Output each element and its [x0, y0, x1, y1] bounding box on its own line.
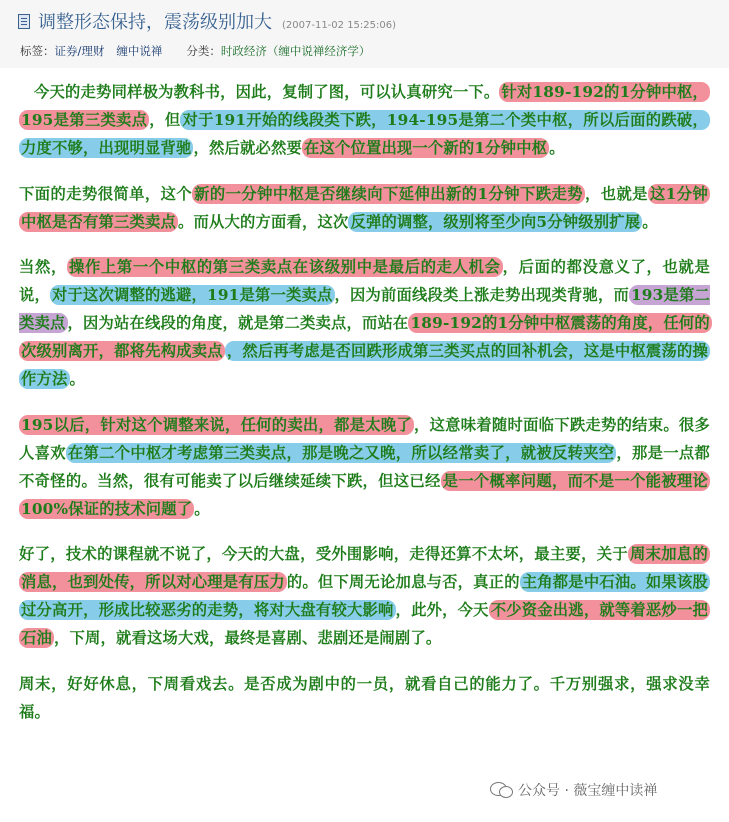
highlight-blue: 主角都是中石油。如果该股过分高开，形成比较恶劣的走势，将对大盘有较大影响 [21, 573, 708, 619]
wechat-icon [490, 782, 512, 798]
highlight-red: 是一个概率问题，而不是一个能被理论100%保证的技术问题了 [21, 471, 708, 518]
text-segment: ，也就是 [584, 184, 648, 203]
highlight-red: 189-192的1分钟中枢震荡的角度，任何的次级别离开，都将先构成卖点 [21, 314, 710, 360]
text-segment: ，但 [149, 111, 181, 129]
highlight-blue: 在第二个中枢才考虑第三类卖点，那是晚之又晚，所以经常卖了，就被反转夹空 [67, 443, 615, 462]
highlight-red: 这1分钟中枢是否有第三类卖点 [21, 184, 708, 231]
post-meta [20, 43, 370, 59]
highlight-purple: 193是第二类卖点 [19, 286, 710, 332]
article-body [19, 78, 710, 726]
category-link[interactable]: 时政经济（缠中说禅经济学） [220, 44, 371, 58]
highlight-red: 195以后，针对这个调整来说，任何的卖出，都是太晚了 [21, 415, 413, 434]
text-segment: 。 [549, 139, 565, 157]
paragraph [19, 253, 710, 393]
post-date: (2007-11-02 15:25:06) [282, 20, 397, 31]
highlight-blue: ，然后再考虑是否回跌形成第三类买点的回补机会，这是中枢震荡的操作方法 [21, 342, 709, 388]
text-segment: 好了，技术的课程就不说了，今天的大盘，受外围影响，走得还算不太坏，最主要，关于 [19, 545, 629, 563]
highlight-red: 周末加息的消息，也到处传，所以对心理是有压力 [21, 545, 708, 591]
highlight-blue: 对于这次调整的逃避，191是第一类卖点 [52, 286, 333, 304]
highlight-red: 操作上第一个中枢的第三类卖点在该级别中是最后的走人机会 [68, 258, 501, 276]
paragraph [19, 411, 710, 523]
tag-link-chan[interactable]: 缠中说禅 [116, 44, 163, 58]
text-segment: 。 [194, 499, 210, 518]
text-segment: 今天的走势同样极为教科书，因此，复制了图，可以认真研究一下。 [34, 83, 500, 101]
text-segment: ，因为前面线段类上涨走势出现类背驰，而 [334, 286, 629, 304]
text-segment: 当然， [19, 258, 67, 276]
text-segment: ，后面的都没意义了，也就是说， [19, 258, 710, 304]
text-segment: ，此外，今天 [395, 601, 489, 619]
text-segment: ，下周，就看这场大戏，最终是喜剧、悲剧还是闹剧了。 [54, 629, 442, 647]
category-label: 分类： [186, 44, 221, 58]
watermark-text: 公众号 · 薇宝缠中读禅 [518, 783, 658, 799]
text-segment: 下面的走势很简单，这个 [19, 184, 193, 203]
text-segment: ，那是一点都不奇怪的。当然，很有可能卖了以后继续延续下跌，但这已经 [19, 443, 710, 490]
paragraph [19, 670, 710, 726]
highlight-red: 针对189-192的1分钟中枢，195是第三类卖点 [21, 83, 708, 129]
post-title: 调整形态保持，震荡级别加大 [38, 12, 272, 33]
highlight-red: 不少资金出逃，就等着恶炒一把石油 [21, 601, 708, 647]
text-segment: ，因为站在线段的角度，就是第二类卖点，而站在 [67, 314, 409, 332]
text-segment: 周末，好好休息，下周看戏去。是否成为剧中的一员，就看自己的能力了。千万别强求，强求没幸福。 [19, 674, 710, 721]
highlight-blue: 对于191开始的线段类下跌，194-195是第二个类中枢，所以后面的跌破，力度不够，出现明显背驰 [21, 111, 709, 157]
text-segment: ，然后就必然要 [193, 139, 302, 157]
watermark [490, 780, 657, 800]
text-segment: 。而从大的方面看，这次 [177, 212, 349, 231]
post-header [0, 0, 729, 68]
document-icon [18, 14, 30, 29]
highlight-blue: 反弹的调整，级别将至少向5分钟级别扩展 [350, 212, 641, 231]
text-segment: ，这意味着随时面临下跌走势的结束。很多人喜欢 [19, 415, 710, 462]
highlight-red: 新的一分钟中枢是否继续向下延伸出新的1分钟下跌走势 [194, 184, 583, 203]
paragraph [19, 540, 710, 652]
highlight-red: 在这个位置出现一个新的1分钟中枢 [303, 139, 548, 157]
paragraph [19, 180, 710, 236]
text-segment: 。 [69, 370, 85, 388]
text-segment: 。 [642, 212, 658, 231]
tag-link-finance[interactable]: 证券/理财 [54, 44, 105, 58]
paragraph [19, 78, 710, 162]
title-row [18, 8, 396, 34]
text-segment: 的。但下周无论加息与否，真正的 [286, 573, 520, 591]
tags-label: 标签： [20, 44, 55, 58]
